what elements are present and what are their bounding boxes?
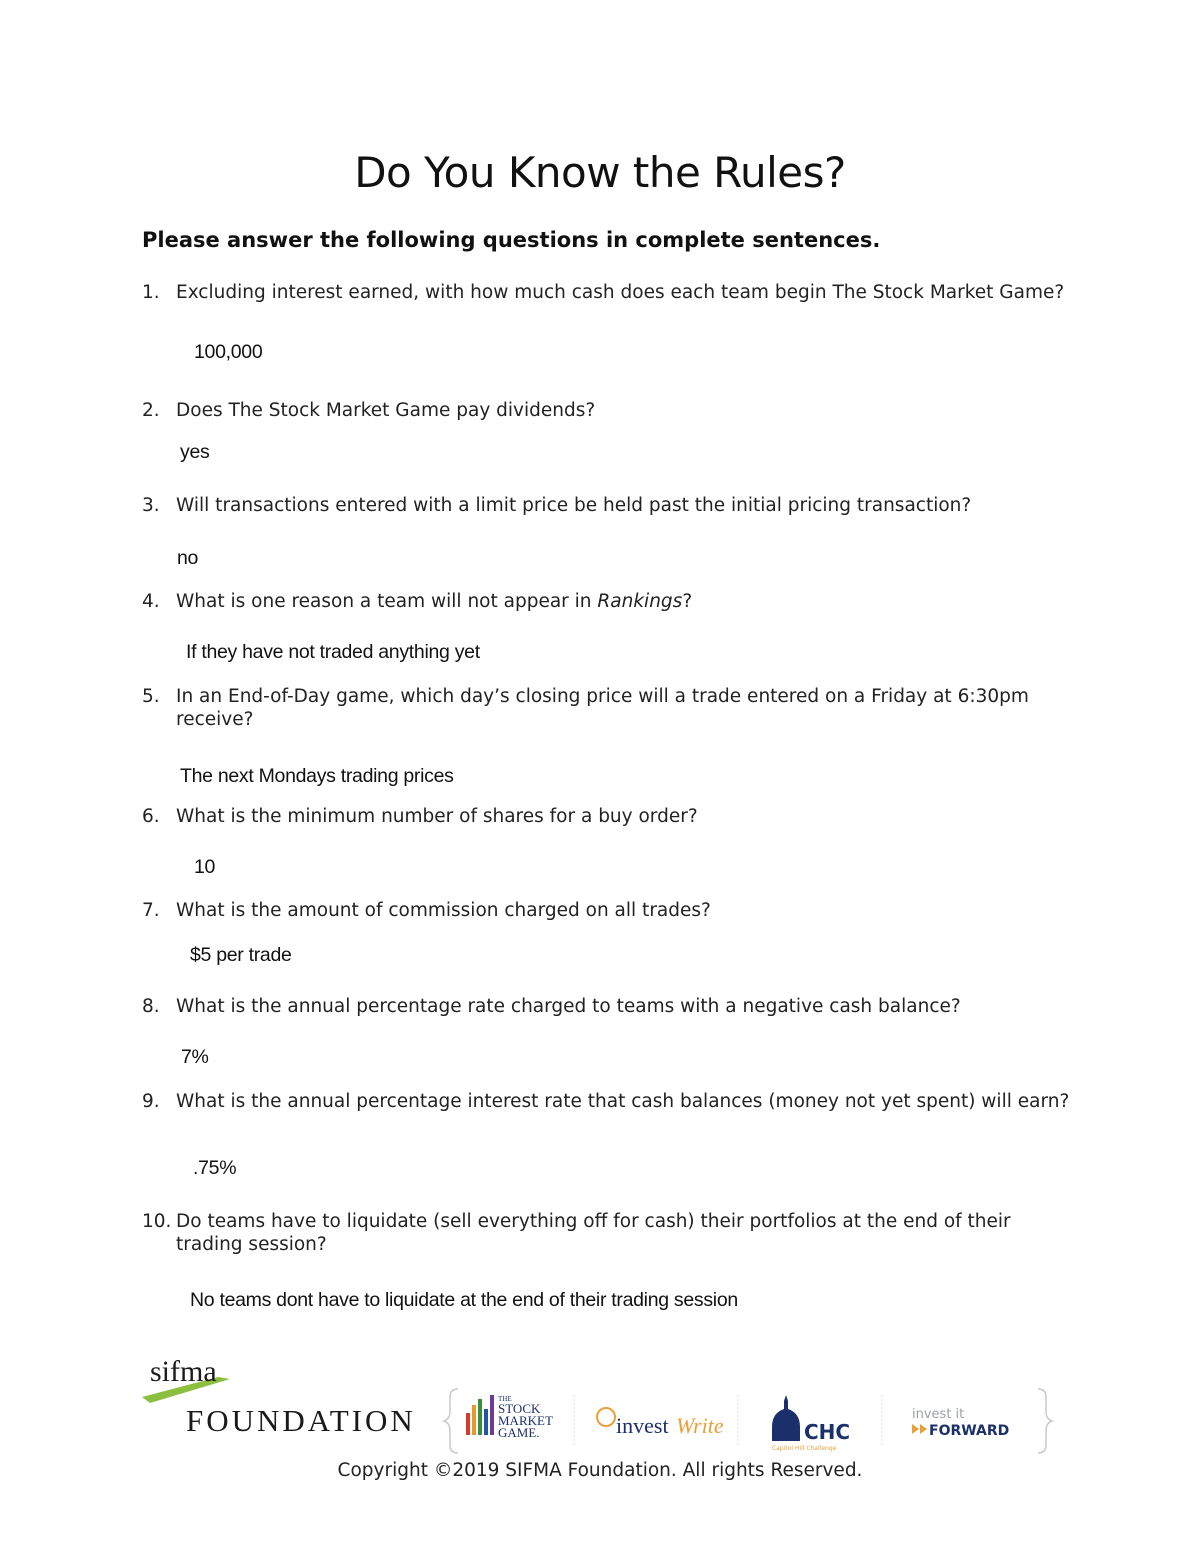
question-text: What is the annual percentage rate charged to teams with a negative cash balance? <box>176 996 961 1017</box>
investwrite-logo <box>597 1408 724 1438</box>
left-brace-icon <box>444 1389 458 1453</box>
question-number: 4. <box>142 591 160 612</box>
question-text: Does The Stock Market Game pay dividends? <box>176 400 596 421</box>
question-8 <box>142 995 1072 1018</box>
sifma-wordmark: sifma <box>150 1355 217 1388</box>
svg-text:THE: THE <box>498 1395 512 1403</box>
question-2 <box>142 399 1072 422</box>
svg-text:STOCK: STOCK <box>498 1401 541 1416</box>
question-text: In an End-of-Day game, which day’s closing price will a trade entered on a Friday at 6:30pm receive? <box>176 686 1029 730</box>
question-text: What is the annual percentage interest rate that cash balances (money not yet spent) will earn? <box>176 1091 1070 1112</box>
invest-it-forward-logo <box>912 1407 1009 1439</box>
svg-text:MARKET: MARKET <box>498 1413 553 1428</box>
question-number: 6. <box>142 806 160 827</box>
question-number: 3. <box>142 495 160 516</box>
svg-text:Capitol Hill Challenge: Capitol Hill Challenge <box>772 1445 837 1452</box>
answer-10[interactable]: No teams dont have to liquidate at the end of their trading session <box>190 1289 738 1311</box>
question-text: Will transactions entered with a limit price be held past the initial pricing transaction? <box>176 495 972 516</box>
question-text: Do teams have to liquidate (sell everything off for cash) their portfolios at the end of their trading session? <box>176 1211 1011 1255</box>
svg-text:invest: invest <box>616 1413 669 1438</box>
answer-6[interactable]: 10 <box>194 856 216 878</box>
question-number: 7. <box>142 900 160 921</box>
svg-text:Write: Write <box>676 1413 724 1438</box>
question-number: 8. <box>142 996 160 1017</box>
question-text: Excluding interest earned, with how much cash does each team begin The Stock Market Game? <box>176 282 1065 303</box>
answer-9[interactable]: .75% <box>193 1157 237 1179</box>
copyright-notice: Copyright ©2019 SIFMA Foundation. All rights Reserved. <box>337 1460 863 1481</box>
question-number: 2. <box>142 400 160 421</box>
capitol-dome-icon <box>772 1395 800 1441</box>
svg-text:FORWARD: FORWARD <box>929 1423 1010 1439</box>
answer-3[interactable]: no <box>177 547 199 569</box>
question-4 <box>142 590 1072 613</box>
question-3 <box>142 494 1072 517</box>
answer-4[interactable]: If they have not traded anything yet <box>186 641 480 663</box>
question-text: What is the minimum number of shares for a buy order? <box>176 806 698 827</box>
capitol-hill-challenge-logo <box>772 1395 850 1452</box>
question-number: 10. <box>142 1211 172 1232</box>
forward-arrows-icon <box>912 1424 927 1434</box>
sifma-foundation-logo-band <box>140 1355 1060 1455</box>
svg-text:CHC: CHC <box>804 1420 851 1444</box>
question-number: 9. <box>142 1091 160 1112</box>
answer-8[interactable]: 7% <box>181 1046 209 1068</box>
question-7 <box>142 899 1072 922</box>
svg-text:GAME.: GAME. <box>498 1425 540 1440</box>
instructions: Please answer the following questions in complete sentences. <box>142 228 881 252</box>
page-title: Do You Know the Rules? <box>354 148 846 197</box>
stock-market-game-logo <box>466 1395 553 1440</box>
svg-text:invest it: invest it <box>912 1407 965 1422</box>
question-text: What is the amount of commission charged on all trades? <box>176 900 711 921</box>
question-1 <box>142 281 1072 304</box>
question-5 <box>142 685 1072 731</box>
answer-5[interactable]: The next Mondays trading prices <box>180 765 454 787</box>
question-text: What is one reason a team will not appear in Rankings? <box>176 591 693 612</box>
question-6 <box>142 805 1072 828</box>
answer-7[interactable]: $5 per trade <box>190 944 292 966</box>
question-9 <box>142 1090 1072 1113</box>
question-number: 5. <box>142 686 160 707</box>
answer-1[interactable]: 100,000 <box>194 341 263 363</box>
question-10 <box>142 1210 1072 1256</box>
question-number: 1. <box>142 282 160 303</box>
foundation-wordmark: FOUNDATION <box>186 1403 416 1438</box>
right-brace-icon <box>1038 1389 1052 1453</box>
answer-2[interactable]: yes <box>180 441 210 463</box>
